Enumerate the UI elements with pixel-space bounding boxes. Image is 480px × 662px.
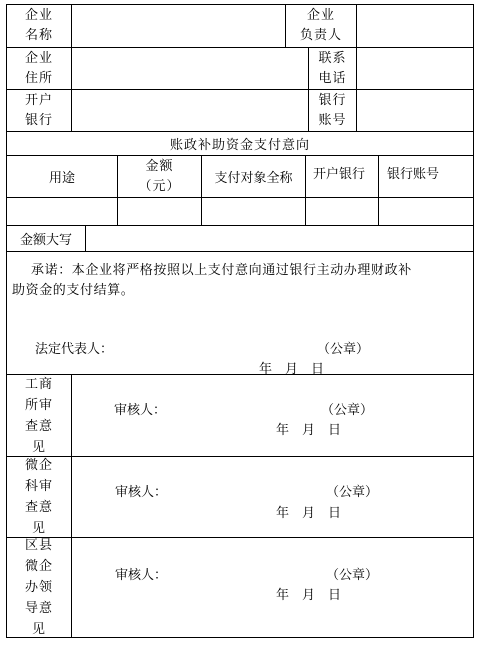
col-amount [117, 155, 202, 198]
review-2-body [71, 456, 474, 538]
header-text: 开户银行 [313, 167, 366, 182]
date-label: 年 月 日 [259, 362, 325, 377]
company-name-field[interactable] [71, 4, 286, 48]
phone-field[interactable] [356, 47, 474, 90]
label-line: 微企 [24, 458, 53, 473]
payee-input[interactable] [201, 197, 306, 226]
label-line: 查意 [24, 418, 53, 434]
company-name-label [6, 4, 72, 48]
manager-label [285, 4, 357, 48]
label-line: 金额 [145, 158, 174, 174]
date-label: 年 月 日 [276, 423, 342, 438]
label-line: 见 [31, 521, 46, 536]
label-line: 科审 [24, 479, 53, 494]
promise-block [6, 251, 474, 375]
date-label: 年 月 日 [276, 588, 342, 603]
seal-label: （公章） [317, 342, 370, 357]
legal-rep-label: 法定代表人： [35, 342, 114, 357]
label-line: 见 [31, 439, 46, 455]
label-line: 所审 [24, 397, 53, 413]
review-3-label [6, 537, 72, 638]
phone-label [308, 47, 357, 90]
header-text: 银行账号 [387, 167, 440, 182]
amount-upper-label: 金额大写 [6, 225, 86, 252]
seal-label: （公章） [326, 568, 379, 583]
address-label [6, 47, 72, 90]
section-title: 账政补助资金支付意向 [6, 131, 474, 156]
amount-input[interactable] [117, 197, 202, 226]
review-3-body [71, 537, 474, 638]
label-line: 工商 [24, 376, 53, 392]
review-1-label [6, 374, 72, 457]
label-line: 联系 [318, 50, 347, 66]
manager-field[interactable] [356, 4, 474, 48]
review-1-body [71, 374, 474, 457]
bank-field[interactable] [71, 89, 309, 132]
amount-upper-field[interactable] [85, 225, 474, 252]
bank-label [6, 89, 72, 132]
payee-account-input[interactable] [378, 197, 474, 226]
subsidy-payment-form [6, 4, 474, 638]
label-line: 企业 [24, 8, 53, 23]
label-line: 住所 [24, 70, 53, 86]
promise-line-2: 助资金的支付结算。 [12, 283, 135, 298]
label-line: 办领 [24, 580, 53, 595]
label-line: 电话 [318, 70, 347, 86]
payee-bank-input[interactable] [305, 197, 379, 226]
account-field[interactable] [356, 89, 474, 132]
label-line: 开户 [24, 92, 53, 108]
label-line: 名称 [24, 28, 53, 43]
label-line: 企业 [24, 50, 53, 66]
address-field[interactable] [71, 47, 309, 90]
label-line: 银行 [24, 112, 53, 128]
review-2-label [6, 456, 72, 538]
label-line: （元） [138, 178, 181, 194]
label-line: 区县 [24, 538, 53, 553]
date-label: 年 月 日 [276, 506, 342, 521]
label-line: 负责人 [299, 28, 342, 43]
col-purpose: 用途 [6, 155, 118, 198]
label-line: 账号 [318, 112, 347, 128]
seal-label: （公章） [326, 485, 379, 500]
label-line: 微企 [24, 559, 53, 574]
label-line: 导意 [24, 601, 53, 616]
reviewer-label: 审核人： [115, 485, 168, 500]
col-payee-account [378, 155, 474, 198]
label-line: 查意 [24, 500, 53, 515]
col-payee-bank [305, 155, 379, 198]
seal-label: （公章） [321, 403, 374, 418]
promise-line-1: 承诺：本企业将严格按照以上支付意向通过银行主动办理财政补 [31, 263, 412, 278]
label-line: 银行 [318, 92, 347, 108]
col-payee: 支付对象全称 [201, 155, 306, 198]
purpose-input[interactable] [6, 197, 118, 226]
account-label [308, 89, 357, 132]
label-line: 企业 [306, 8, 335, 23]
label-line: 见 [31, 622, 46, 637]
reviewer-label: 审核人： [114, 403, 167, 418]
reviewer-label: 审核人： [115, 568, 168, 583]
